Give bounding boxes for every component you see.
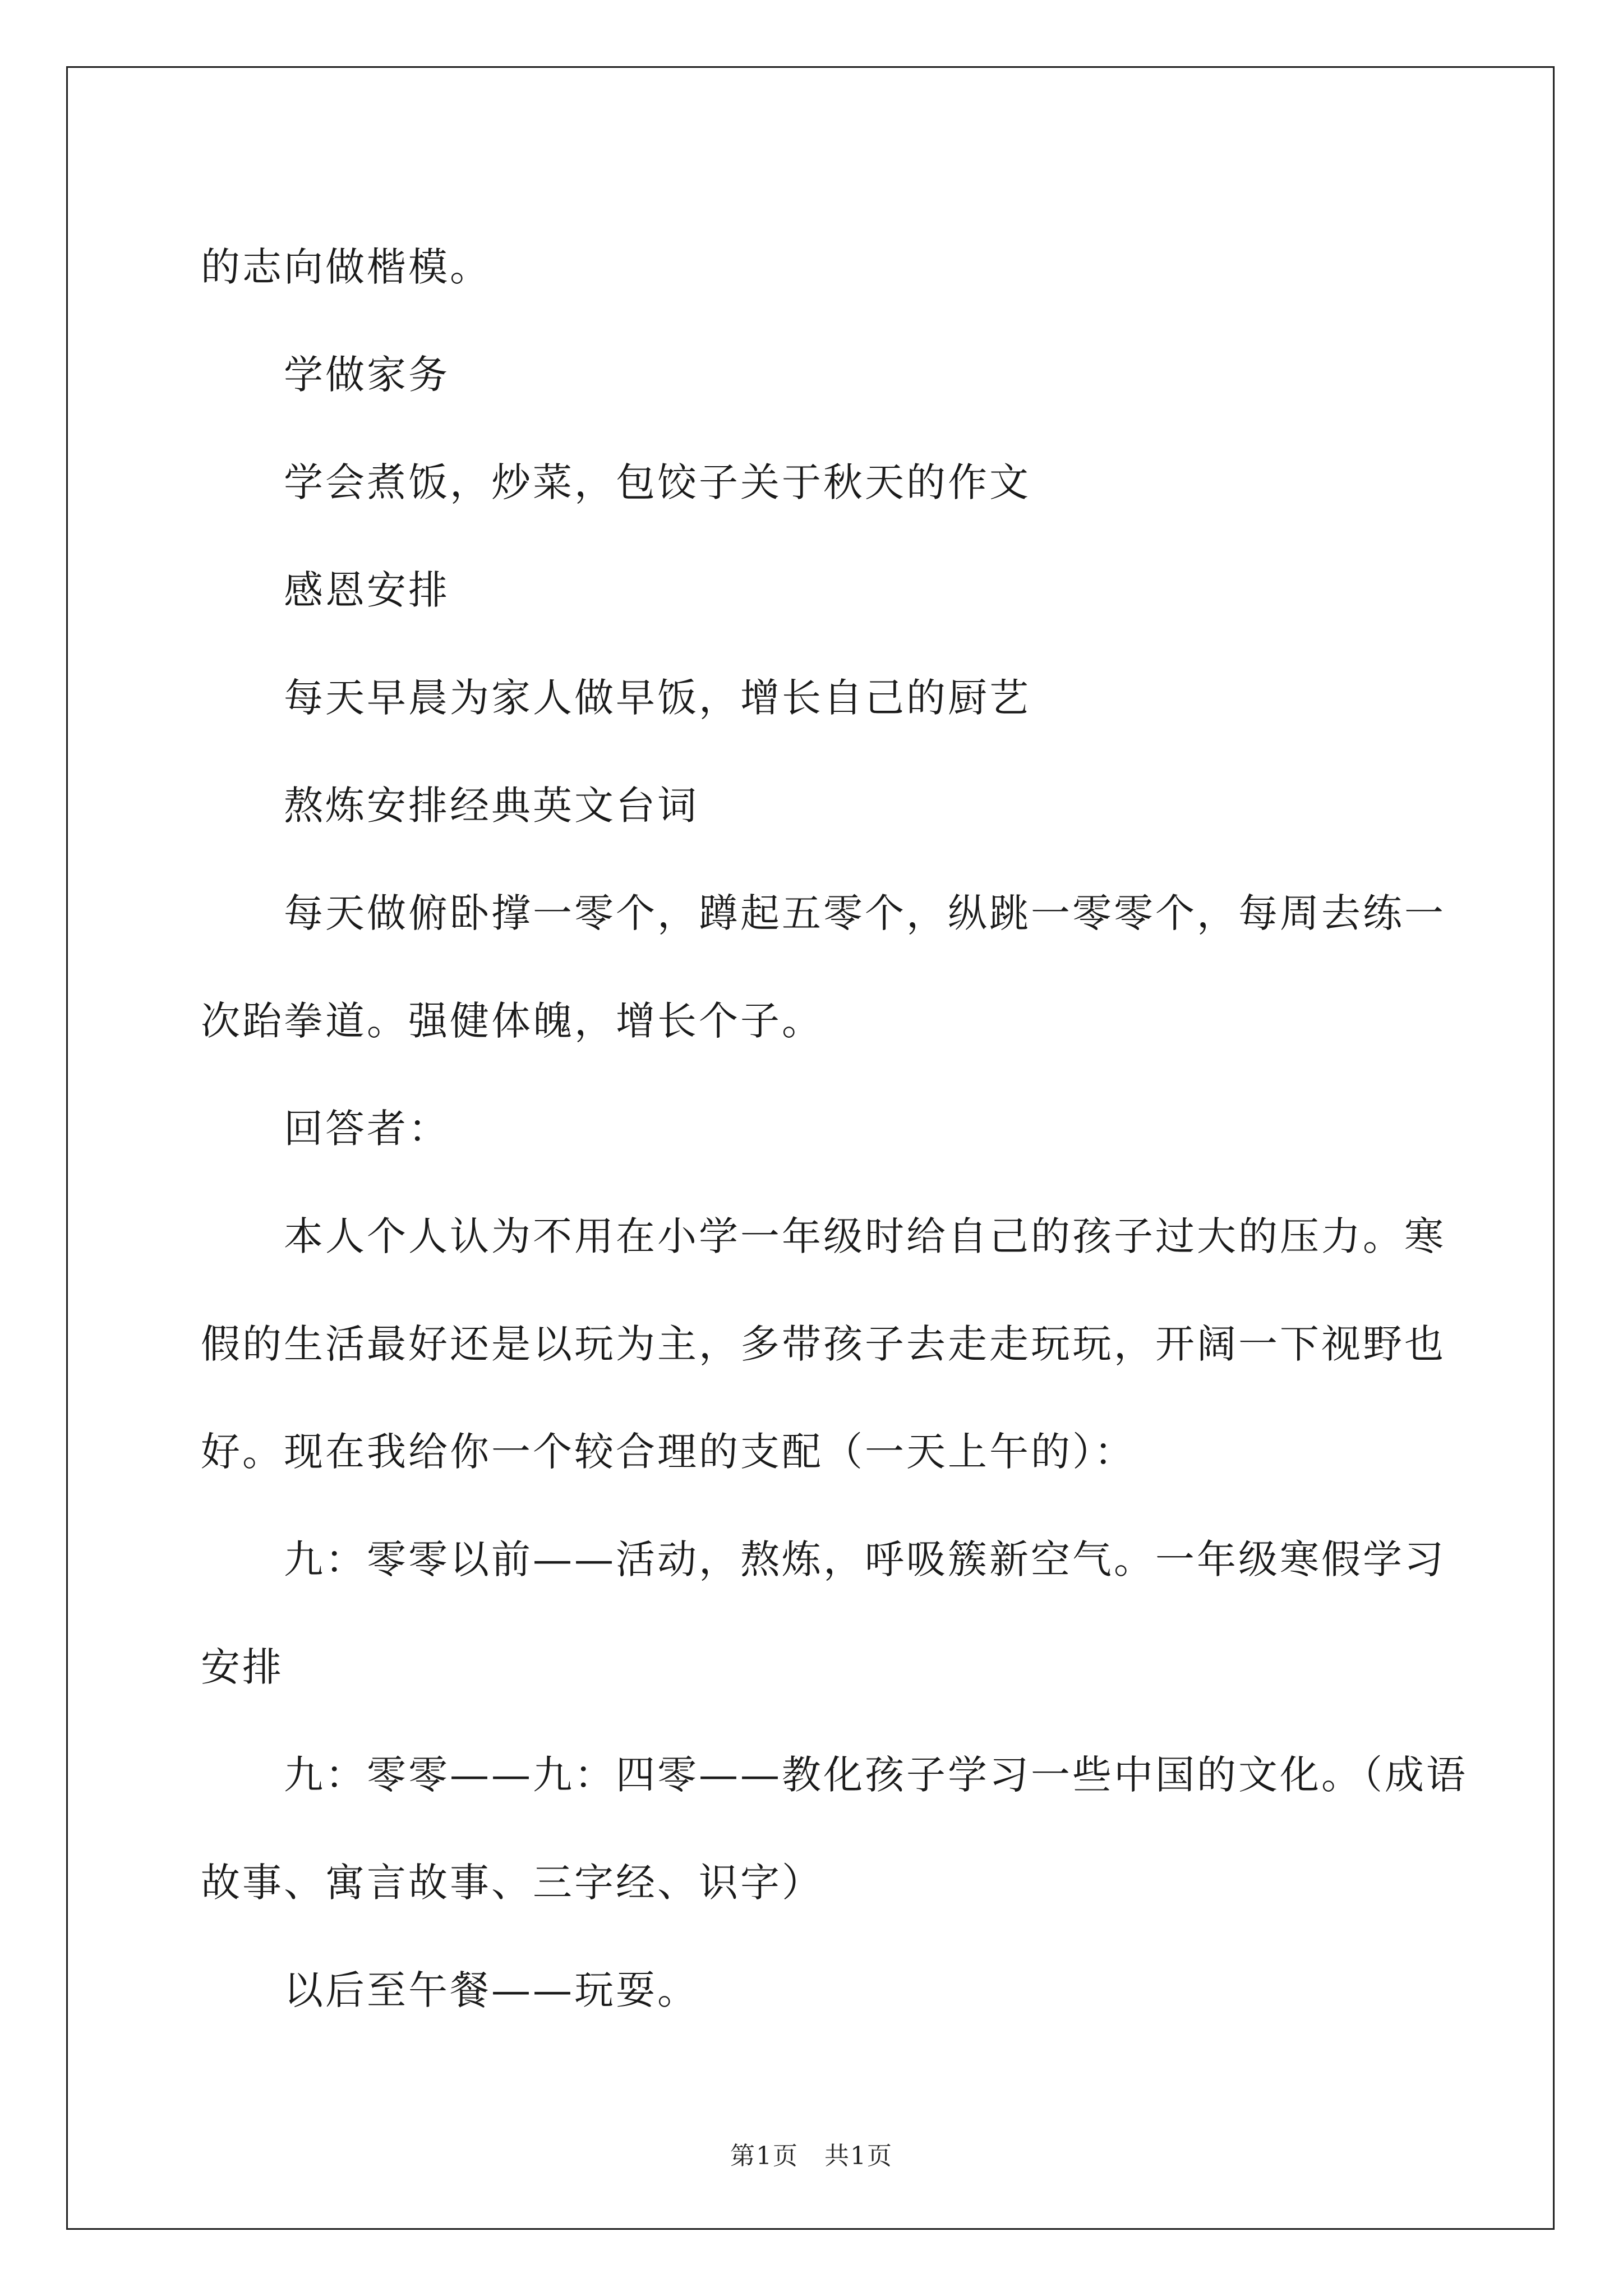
document-body — [201, 213, 1468, 2044]
paragraph-line: 以后至午餐——玩耍。 — [284, 1967, 699, 2013]
paragraph-line: 好。现在我给你一个较合理的支配（一天上午的）： — [201, 1429, 1136, 1475]
page-number-footer: 第1页 共1页 — [730, 2142, 893, 2170]
paragraph-line: 每天做俯卧撑一零个，蹲起五零个，纵跳一零零个，每周去练一 — [284, 890, 1446, 936]
paragraph-line: 本人个人认为不用在小学一年级时给自己的孩子过大的压力。寒 — [284, 1213, 1446, 1259]
paragraph-line: 每天早晨为家人做早饭，增长自己的厨艺 — [284, 675, 1031, 721]
paragraph-line: 假的生活最好还是以玩为主，多带孩子去走走玩玩，开阔一下视野也 — [201, 1321, 1446, 1367]
paragraph-line: 九：零零——九：四零——教化孩子学习一些中国的文化。（成语 — [284, 1752, 1468, 1798]
paragraph-line: 次跆拳道。强健体魄，增长个子。 — [201, 998, 823, 1044]
paragraph-line: 故事、寓言故事、三字经、识字） — [201, 1860, 823, 1906]
paragraph-line: 感恩安排 — [284, 567, 450, 613]
paragraph-line: 学做家务 — [284, 352, 450, 398]
paragraph-line: 回答者： — [284, 1106, 450, 1152]
paragraph-line: 熬炼安排经典英文台词 — [284, 783, 699, 829]
paragraph-line: 九：零零以前——活动，熬炼，呼吸簇新空气。一年级寒假学习 — [284, 1536, 1446, 1582]
paragraph-line: 学会煮饭，炒菜，包饺子关于秋天的作文 — [284, 459, 1031, 505]
paragraph-line: 安排 — [201, 1644, 284, 1690]
paragraph-line: 的志向做楷模。 — [201, 244, 491, 290]
